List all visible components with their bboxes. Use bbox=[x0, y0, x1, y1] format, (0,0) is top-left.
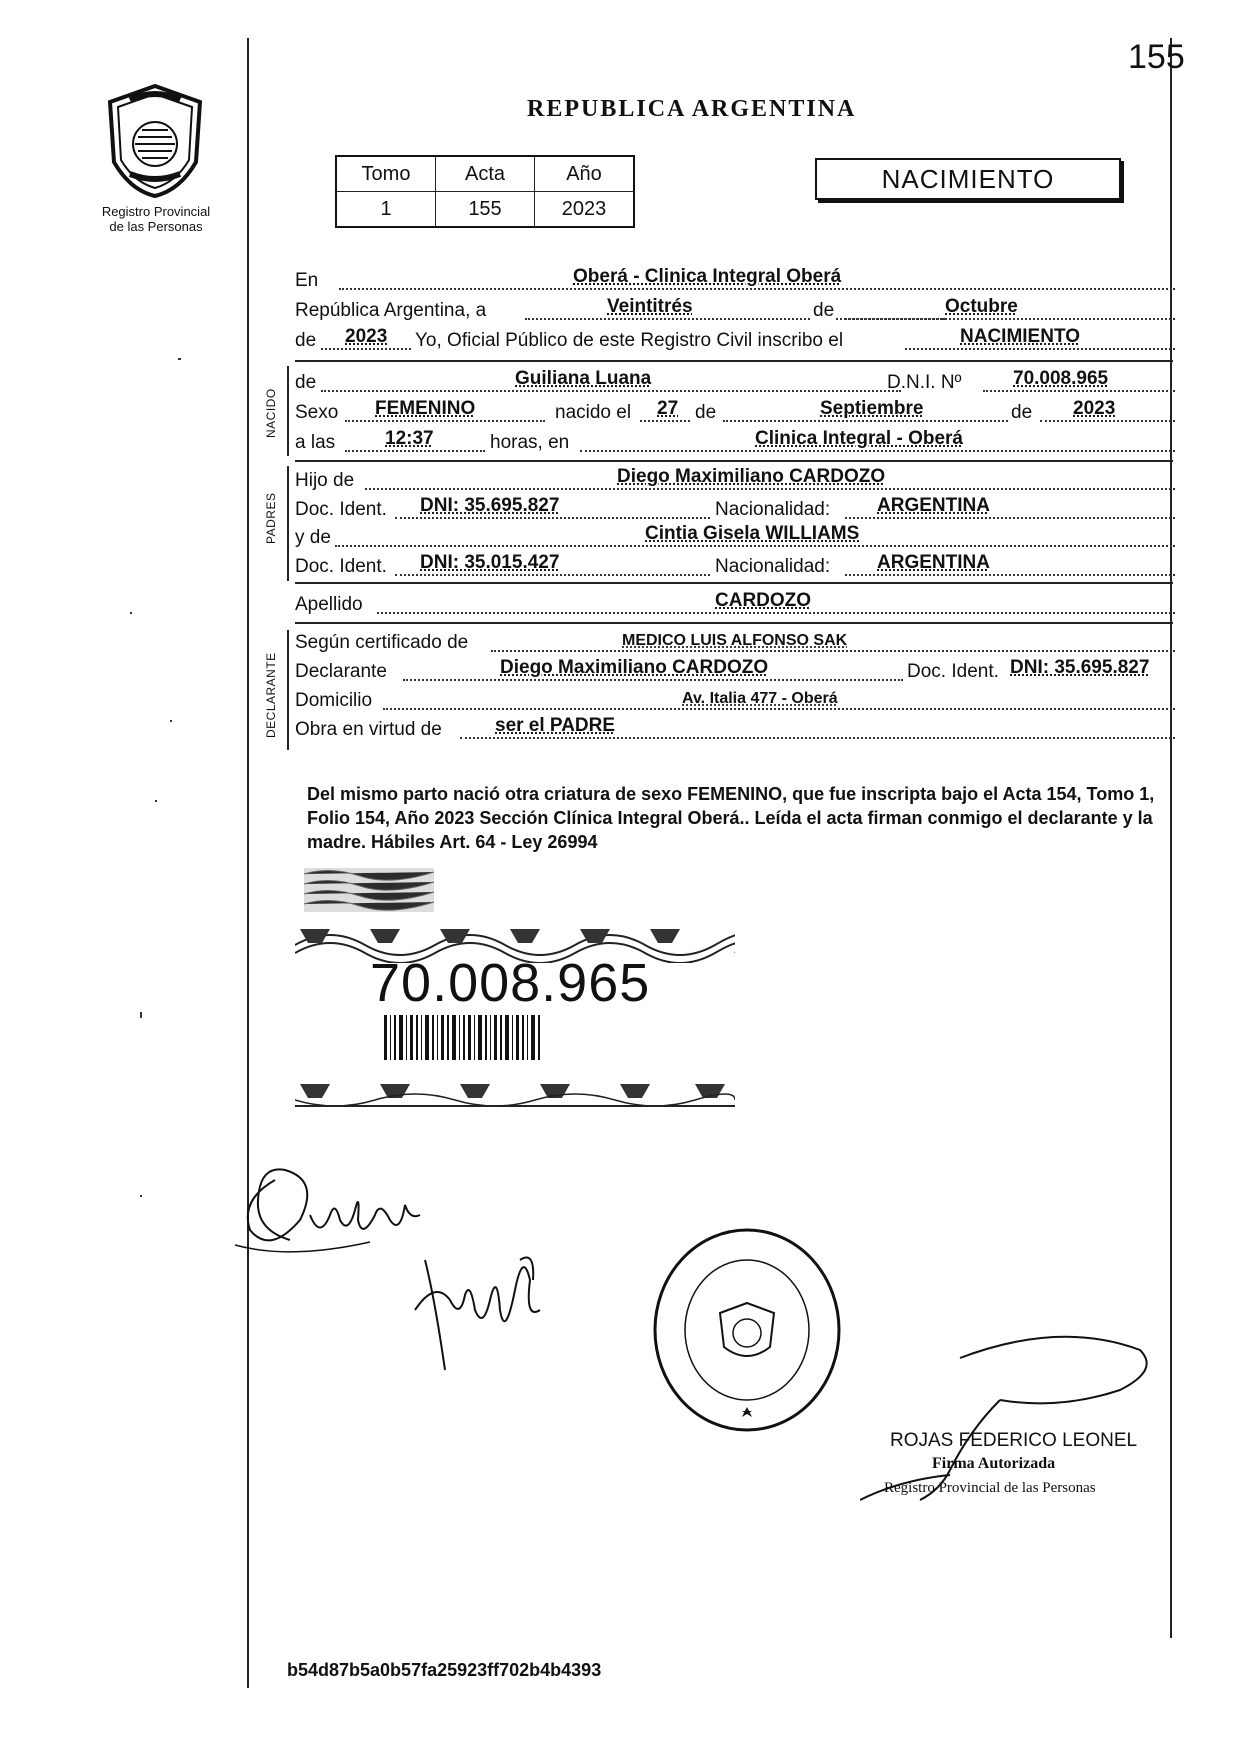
row-y-de: y de Cintia Gisela WILLIAMS bbox=[295, 525, 1175, 551]
record-table bbox=[335, 155, 635, 228]
record-type-box: NACIMIENTO bbox=[815, 158, 1121, 200]
month-value: Octubre bbox=[945, 296, 1018, 317]
declarante-value: Diego Maximiliano CARDOZO bbox=[500, 657, 769, 678]
inscribo-value: NACIMIENTO bbox=[960, 326, 1080, 347]
row-domicilio: Domicilio Av. Italia 477 - Oberá bbox=[295, 688, 1175, 714]
father-nationality-value: ARGENTINA bbox=[877, 495, 990, 516]
signature-madre bbox=[405, 1240, 575, 1380]
sexo-value: FEMENINO bbox=[375, 398, 476, 419]
logo-caption: Registro Provincial de las Personas bbox=[101, 204, 211, 234]
guilloche-bottom bbox=[295, 1082, 735, 1112]
birth-month-value: Septiembre bbox=[820, 398, 924, 419]
birth-place-value: Clinica Integral - Oberá bbox=[755, 428, 963, 449]
province-logo bbox=[100, 82, 210, 200]
mother-nationality-value: ARGENTINA bbox=[877, 552, 990, 573]
row-apellido: Apellido CARDOZO bbox=[295, 592, 1175, 618]
obra-value: ser el PADRE bbox=[495, 715, 616, 736]
row-mother-doc: Doc. Ident. DNI: 35.015.427 Nacionalidad: ARGENTINA bbox=[295, 554, 1175, 580]
name-value: Guiliana Luana bbox=[515, 368, 652, 389]
side-label-padres: PADRES bbox=[264, 492, 278, 544]
father-name-value: Diego Maximiliano CARDOZO bbox=[617, 466, 886, 487]
domicilio-value: Av. Italia 477 - Oberá bbox=[682, 690, 838, 707]
place-value: Oberá - Clinica Integral Oberá bbox=[573, 266, 842, 287]
header-anio: Año bbox=[535, 156, 635, 192]
header-acta: Acta bbox=[436, 156, 535, 192]
barcode bbox=[384, 1015, 544, 1060]
document-hash: b54d87b5a0b57fa25923ff702b4b4393 bbox=[287, 1660, 602, 1680]
signer-title: Firma Autorizada bbox=[932, 1455, 1056, 1472]
signer-name: ROJAS FEDERICO LEONEL bbox=[890, 1430, 1138, 1451]
row-sexo: Sexo FEMENINO nacido el 27 de Septiembre de 2023 bbox=[295, 400, 1175, 426]
signer-org: Registro Provincial de las Personas bbox=[884, 1480, 1096, 1496]
barcode-number: 70.008.965 bbox=[370, 953, 651, 1013]
row-nombre: de Guiliana Luana D.N.I. Nº 70.008.965 bbox=[295, 370, 1175, 396]
row-en: En Oberá - Clinica Integral Oberá bbox=[295, 268, 1175, 294]
mother-name-value: Cintia Gisela WILLIAMS bbox=[645, 523, 860, 544]
row-hora: a las 12:37 horas, en Clinica Integral - Oberá bbox=[295, 430, 1175, 456]
header-tomo: Tomo bbox=[336, 156, 436, 192]
declarante-doc-value: DNI: 35.695.827 bbox=[1010, 657, 1150, 678]
side-label-nacido: NACIDO bbox=[264, 388, 278, 438]
time-value: 12:37 bbox=[385, 428, 434, 449]
left-margin-line bbox=[247, 38, 249, 1688]
birth-day-value: 27 bbox=[657, 398, 679, 419]
page-number: 155 bbox=[1128, 38, 1185, 76]
year-value: 2023 bbox=[345, 326, 388, 347]
document-title: REPUBLICA ARGENTINA bbox=[527, 96, 857, 122]
note-paragraph: Del mismo parto nació otra criatura de sexo FEMENINO, que fue inscripta bajo el Acta 154, Tomo 1, Folio 154, Año 2023 Sección Clínica Integral Oberá.. Leída el acta firman conmigo el declarante y la madre. Hábiles Art. 64 - Ley 26994 bbox=[307, 784, 1155, 852]
row-declarante: Declarante Diego Maximiliano CARDOZO Doc. Ident. DNI: 35.695.827 bbox=[295, 657, 1150, 682]
row-segun: Según certificado de MEDICO LUIS ALFONSO SAK bbox=[295, 630, 1175, 656]
father-doc-value: DNI: 35.695.827 bbox=[420, 495, 560, 516]
row-inscribo: de 2023 Yo, Oficial Público de este Registro Civil inscribo el NACIMIENTO bbox=[295, 328, 1175, 354]
value-tomo: 1 bbox=[336, 192, 436, 228]
apellido-value: CARDOZO bbox=[715, 590, 812, 611]
official-seal bbox=[650, 1225, 845, 1435]
value-acta: 155 bbox=[436, 192, 535, 228]
row-hijo-de: Hijo de Diego Maximiliano CARDOZO bbox=[295, 468, 1175, 494]
row-obra: Obra en virtud de ser el PADRE bbox=[295, 717, 1175, 743]
side-label-declarante: DECLARANTE bbox=[264, 652, 278, 738]
mother-doc-value: DNI: 35.015.427 bbox=[420, 552, 560, 573]
row-fecha: República Argentina, a Veintitrés de Octubre bbox=[295, 298, 1175, 324]
value-anio: 2023 bbox=[535, 192, 635, 228]
birth-year-value: 2023 bbox=[1073, 398, 1116, 419]
dni-value: 70.008.965 bbox=[1013, 368, 1109, 389]
stamp-smudge bbox=[300, 862, 438, 918]
day-value: Veintitrés bbox=[607, 296, 693, 317]
certificado-value: MEDICO LUIS ALFONSO SAK bbox=[622, 632, 848, 649]
row-father-doc: Doc. Ident. DNI: 35.695.827 Nacionalidad: ARGENTINA bbox=[295, 497, 1175, 523]
